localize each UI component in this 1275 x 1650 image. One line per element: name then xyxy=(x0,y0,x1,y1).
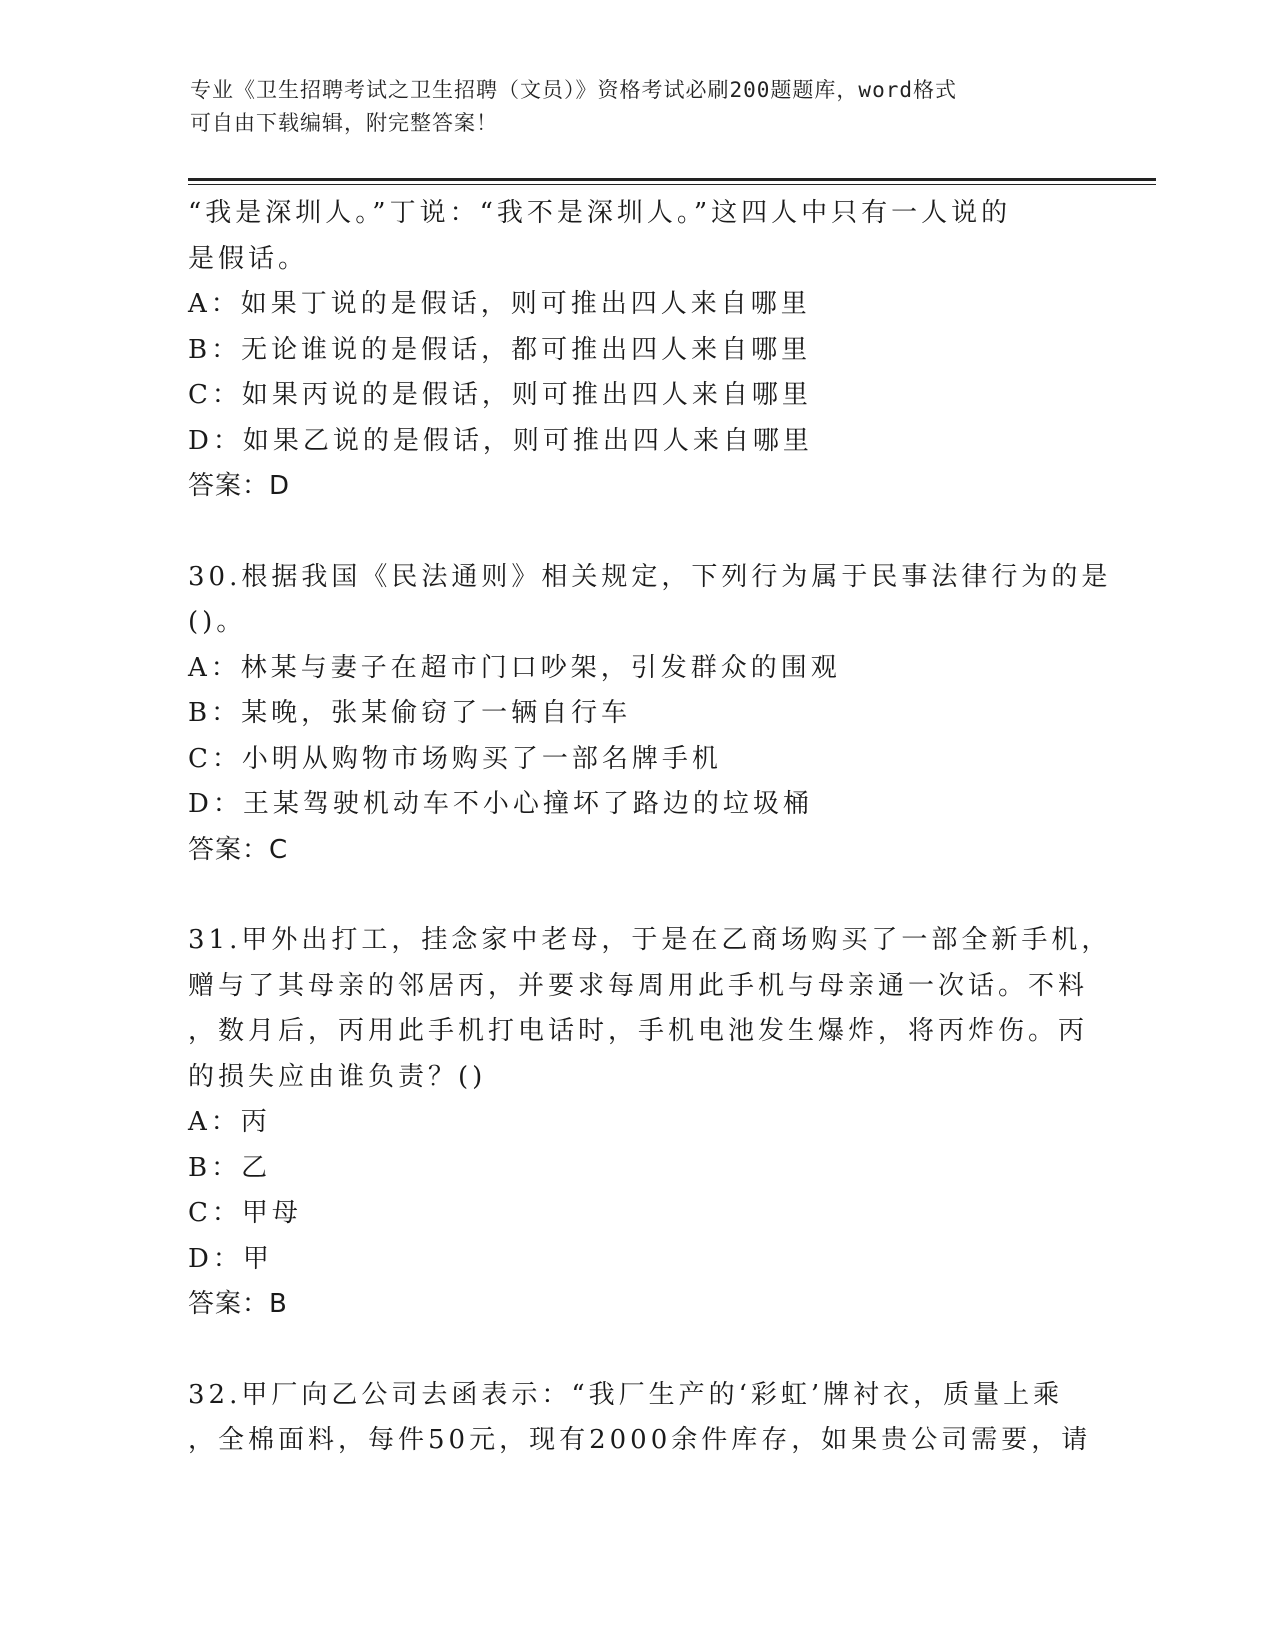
question-text: 31.甲外出打工，挂念家中老母，于是在乙商场购买了一部全新手机， xyxy=(188,925,1112,955)
option-b: B：某晚，张某偷窃了一辆自行车 xyxy=(188,698,632,728)
question-text: ，全棉面料，每件50元，现有2000余件库存，如果贵公司需要，请 xyxy=(188,1425,1092,1455)
header-divider-thin xyxy=(188,184,1156,185)
document-header xyxy=(190,74,1070,140)
option-a: A：林某与妻子在超市门口吵架，引发群众的围观 xyxy=(188,652,841,683)
question-text: ，数月后，丙用此手机打电话时，手机电池发生爆炸，将丙炸伤。丙 xyxy=(188,1016,1089,1046)
header-divider-thick xyxy=(188,178,1156,181)
option-c: C：如果丙说的是假话，则可推出四人来自哪里 xyxy=(188,380,812,410)
question-text: 30.根据我国《民法通则》相关规定，下列行为属于民事法律行为的是 xyxy=(188,561,1112,592)
question-text: 是假话。 xyxy=(188,243,309,274)
option-c: C：甲母 xyxy=(188,1198,302,1228)
question-29 xyxy=(188,191,1088,510)
answer: 答案：C xyxy=(188,834,289,865)
question-text: “我是深圳人。”丁说：“我不是深圳人。”这四人中只有一人说的 xyxy=(188,198,1012,228)
option-b: B：乙 xyxy=(188,1152,272,1183)
question-text: 的损失应由谁负责？() xyxy=(188,1061,487,1092)
option-c: C：小明从购物市场购买了一部名牌手机 xyxy=(188,743,722,774)
option-d: D：王某驾驶机动车不小心撞坏了路边的垃圾桶 xyxy=(188,789,813,819)
answer: 答案：B xyxy=(188,1289,288,1319)
option-a: A：丙 xyxy=(188,1107,271,1137)
question-text: ()。 xyxy=(188,607,247,637)
option-b: B：无论谁说的是假话，都可推出四人来自哪里 xyxy=(188,334,812,365)
question-text: 赠与了其母亲的邻居丙，并要求每周用此手机与母亲通一次话。不料 xyxy=(188,970,1089,1001)
option-d: D：甲 xyxy=(188,1243,273,1274)
document-body xyxy=(188,191,1112,1464)
question-31 xyxy=(188,918,1112,1328)
option-a: A：如果丁说的是假话，则可推出四人来自哪里 xyxy=(188,289,811,319)
question-30 xyxy=(188,555,1112,874)
header-line-2: 可自由下载编辑，附完整答案！ xyxy=(190,111,498,135)
answer: 答案：D xyxy=(188,471,291,501)
question-32 xyxy=(188,1373,1092,1464)
header-line-1: 专业《卫生招聘考试之卫生招聘（文员）》资格考试必刷200题题库，word格式 xyxy=(190,78,957,102)
question-text: 32.甲厂向乙公司去函表示：“我厂生产的‘彩虹’牌衬衣，质量上乘 xyxy=(188,1379,1064,1410)
option-d: D：如果乙说的是假话，则可推出四人来自哪里 xyxy=(188,425,813,456)
